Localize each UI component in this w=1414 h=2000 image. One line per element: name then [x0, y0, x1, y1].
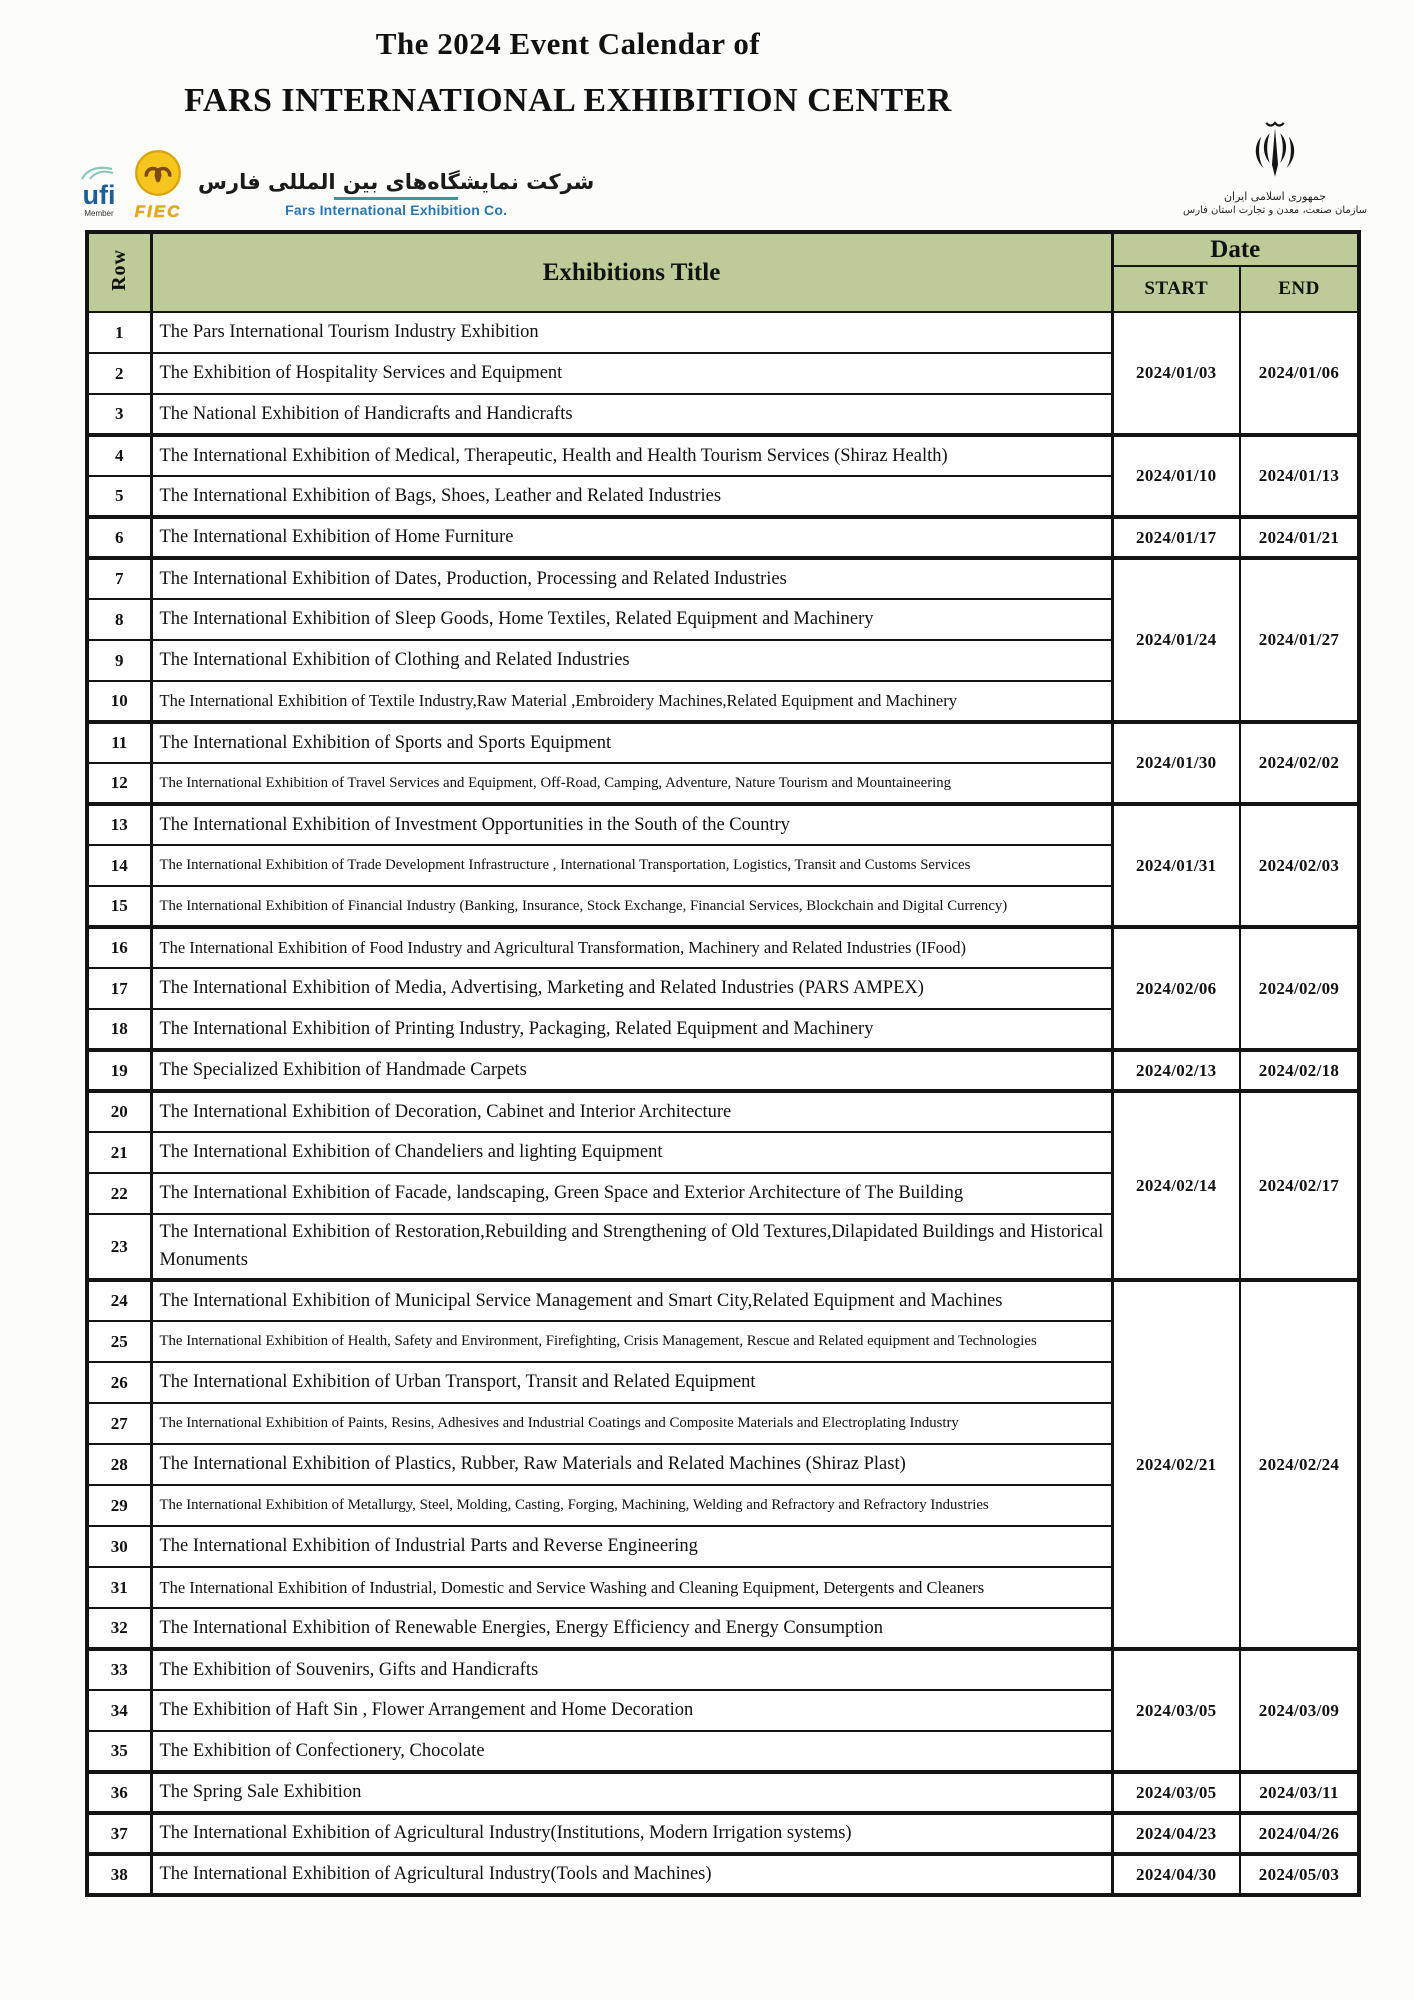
company-name-farsi: شرکت نمایشگاه‌های بین المللی فارس	[198, 170, 595, 194]
row-number-cell: 8	[87, 599, 151, 640]
row-number-cell: 11	[87, 722, 151, 763]
exhibition-title-cell: The International Exhibition of Trade Development Infrastructure , International Transportation, Logistics, Transit and Customs Services	[151, 845, 1112, 886]
row-number-cell: 13	[87, 804, 151, 845]
exhibition-title-cell: The International Exhibition of Printing Industry, Packaging, Related Equipment and Machinery	[151, 1009, 1112, 1050]
row-number-cell: 34	[87, 1690, 151, 1731]
start-date-cell: 2024/02/21	[1112, 1280, 1240, 1649]
exhibition-title-cell: The International Exhibition of Investment Opportunities in the South of the Country	[151, 804, 1112, 845]
row-number-cell: 7	[87, 558, 151, 599]
table-row	[87, 435, 1359, 476]
row-number-cell: 32	[87, 1608, 151, 1649]
row-number-cell: 10	[87, 681, 151, 722]
header-start: START	[1112, 266, 1240, 312]
exhibition-title-cell: The International Exhibition of Restoration,Rebuilding and Strengthening of Old Textures,Dilapidated Buildings and Historical Monuments	[151, 1214, 1112, 1280]
start-date-cell: 2024/01/31	[1112, 804, 1240, 927]
row-number-cell: 20	[87, 1091, 151, 1132]
row-number-cell: 27	[87, 1403, 151, 1444]
row-number-cell: 5	[87, 476, 151, 517]
row-number-cell: 6	[87, 517, 151, 558]
exhibition-title-cell: The International Exhibition of Industrial Parts and Reverse Engineering	[151, 1526, 1112, 1567]
table-row	[87, 1854, 1359, 1895]
start-date-cell: 2024/01/17	[1112, 517, 1240, 558]
row-number-cell: 30	[87, 1526, 151, 1567]
row-number-cell: 28	[87, 1444, 151, 1485]
exhibition-title-cell: The International Exhibition of Home Furniture	[151, 517, 1112, 558]
exhibition-title-cell: The International Exhibition of Medical, Therapeutic, Health and Health Tourism Services (Shiraz Health)	[151, 435, 1112, 476]
fiec-logo	[134, 149, 182, 220]
end-date-cell: 2024/02/17	[1240, 1091, 1359, 1280]
ufi-member-logo	[78, 165, 120, 220]
iran-emblem-icon	[1247, 169, 1303, 186]
exhibition-title-cell: The International Exhibition of Food Industry and Agricultural Transformation, Machinery and Related Industries (IFood)	[151, 927, 1112, 968]
table-row	[87, 558, 1359, 599]
row-number-cell: 19	[87, 1050, 151, 1091]
end-date-cell: 2024/01/27	[1240, 558, 1359, 722]
company-name-english: Fars International Exhibition Co.	[285, 202, 508, 218]
calendar-table-header	[87, 232, 1359, 312]
exhibition-title-cell: The International Exhibition of Clothing and Related Industries	[151, 640, 1112, 681]
table-row	[87, 312, 1359, 353]
start-date-cell: 2024/02/06	[1112, 927, 1240, 1050]
end-date-cell: 2024/02/18	[1240, 1050, 1359, 1091]
start-date-cell: 2024/02/13	[1112, 1050, 1240, 1091]
exhibition-title-cell: The Exhibition of Haft Sin , Flower Arrangement and Home Decoration	[151, 1690, 1112, 1731]
row-number-cell: 9	[87, 640, 151, 681]
row-number-cell: 38	[87, 1854, 151, 1895]
exhibition-title-cell: The International Exhibition of Metallurgy, Steel, Molding, Casting, Forging, Machining, Welding and Refractory and Refractory Industries	[151, 1485, 1112, 1526]
row-number-cell: 25	[87, 1321, 151, 1362]
row-number-cell: 14	[87, 845, 151, 886]
gov-farsi-line1: جمهوری اسلامی ایران	[1223, 190, 1327, 203]
table-row	[87, 1091, 1359, 1132]
row-number-cell: 31	[87, 1567, 151, 1608]
table-row	[87, 722, 1359, 763]
row-number-cell: 26	[87, 1362, 151, 1403]
end-date-cell: 2024/03/09	[1240, 1649, 1359, 1772]
table-row	[87, 804, 1359, 845]
row-number-cell: 17	[87, 968, 151, 1009]
exhibition-title-cell: The Pars International Tourism Industry Exhibition	[151, 312, 1112, 353]
table-row	[87, 1772, 1359, 1813]
header-row-col: Row	[87, 232, 151, 312]
teal-divider	[334, 197, 458, 200]
exhibition-title-cell: The Spring Sale Exhibition	[151, 1772, 1112, 1813]
calendar-table-body	[87, 312, 1359, 1895]
company-name-block	[198, 170, 594, 220]
table-row	[87, 1050, 1359, 1091]
exhibition-title-cell: The Specialized Exhibition of Handmade Carpets	[151, 1050, 1112, 1091]
table-row	[87, 1649, 1359, 1690]
exhibition-title-cell: The International Exhibition of Agricultural Industry(Institutions, Modern Irrigation systems)	[151, 1813, 1112, 1854]
exhibition-title-cell: The International Exhibition of Textile Industry,Raw Material ,Embroidery Machines,Related Equipment and Machinery	[151, 681, 1112, 722]
row-number-cell: 12	[87, 763, 151, 804]
end-date-cell: 2024/02/24	[1240, 1280, 1359, 1649]
start-date-cell: 2024/01/30	[1112, 722, 1240, 804]
row-number-cell: 18	[87, 1009, 151, 1050]
exhibition-title-cell: The International Exhibition of Facade, landscaping, Green Space and Exterior Architecture of The Building	[151, 1173, 1112, 1214]
end-date-cell: 2024/02/09	[1240, 927, 1359, 1050]
exhibition-title-cell: The International Exhibition of Plastics, Rubber, Raw Materials and Related Machines (Shiraz Plast)	[151, 1444, 1112, 1485]
header-end: END	[1240, 266, 1359, 312]
header-date: Date	[1112, 232, 1359, 266]
end-date-cell: 2024/03/11	[1240, 1772, 1359, 1813]
end-date-cell: 2024/02/03	[1240, 804, 1359, 927]
end-date-cell: 2024/05/03	[1240, 1854, 1359, 1895]
exhibition-title-cell: The Exhibition of Souvenirs, Gifts and Handicrafts	[151, 1649, 1112, 1690]
fiec-ram-icon	[134, 149, 182, 202]
end-date-cell: 2024/01/13	[1240, 435, 1359, 517]
row-number-cell: 15	[87, 886, 151, 927]
exhibition-title-cell: The International Exhibition of Bags, Shoes, Leather and Related Industries	[151, 476, 1112, 517]
start-date-cell: 2024/01/03	[1112, 312, 1240, 435]
row-number-cell: 2	[87, 353, 151, 394]
exhibition-title-cell: The Exhibition of Confectionery, Chocolate	[151, 1731, 1112, 1772]
exhibition-title-cell: The International Exhibition of Paints, Resins, Adhesives and Industrial Coatings and Composite Materials and Electroplating Industry	[151, 1403, 1112, 1444]
end-date-cell: 2024/02/02	[1240, 722, 1359, 804]
row-number-cell: 1	[87, 312, 151, 353]
exhibition-title-cell: The International Exhibition of Decoration, Cabinet and Interior Architecture	[151, 1091, 1112, 1132]
gov-farsi-line2: سازمان صنعت، معدن و تجارت استان فارس	[1182, 205, 1367, 216]
document-titles	[0, 0, 1136, 120]
start-date-cell: 2024/04/30	[1112, 1854, 1240, 1895]
table-row	[87, 1813, 1359, 1854]
exhibition-title-cell: The International Exhibition of Renewable Energies, Energy Efficiency and Energy Consumption	[151, 1608, 1112, 1649]
left-logo-cluster	[78, 128, 594, 220]
exhibition-title-cell: The International Exhibition of Dates, Production, Processing and Related Industries	[151, 558, 1112, 599]
end-date-cell: 2024/01/06	[1240, 312, 1359, 435]
header-exhibitions-title: Exhibitions Title	[151, 232, 1112, 312]
start-date-cell: 2024/01/24	[1112, 558, 1240, 722]
page-title-line2: FARS INTERNATIONAL EXHIBITION CENTER	[184, 82, 952, 119]
ufi-logo-text: ufi	[82, 180, 116, 211]
row-number-cell: 22	[87, 1173, 151, 1214]
exhibition-title-cell: The International Exhibition of Financial Industry (Banking, Insurance, Stock Exchange, Financial Services, Blockchain and Digital Currency)	[151, 886, 1112, 927]
start-date-cell: 2024/03/05	[1112, 1649, 1240, 1772]
row-number-cell: 16	[87, 927, 151, 968]
exhibition-title-cell: The International Exhibition of Agricultural Industry(Tools and Machines)	[151, 1854, 1112, 1895]
row-number-cell: 24	[87, 1280, 151, 1321]
row-number-cell: 21	[87, 1132, 151, 1173]
page-title-line1: The 2024 Event Calendar of	[375, 26, 761, 61]
row-number-cell: 3	[87, 394, 151, 435]
ufi-member-label: Member	[84, 209, 114, 218]
exhibition-title-cell: The International Exhibition of Media, Advertising, Marketing and Related Industries (PARS AMPEX)	[151, 968, 1112, 1009]
exhibition-title-cell: The Exhibition of Hospitality Services and Equipment	[151, 353, 1112, 394]
row-number-cell: 33	[87, 1649, 151, 1690]
fiec-logo-text: FIEC	[134, 202, 182, 221]
table-row	[87, 1280, 1359, 1321]
end-date-cell: 2024/04/26	[1240, 1813, 1359, 1854]
exhibition-title-cell: The International Exhibition of Sleep Goods, Home Textiles, Related Equipment and Machinery	[151, 599, 1112, 640]
calendar-table	[85, 230, 1361, 1897]
exhibition-title-cell: The International Exhibition of Municipal Service Management and Smart City,Related Equipment and Machines	[151, 1280, 1112, 1321]
exhibition-title-cell: The International Exhibition of Industrial, Domestic and Service Washing and Cleaning Equipment, Detergents and Cleaners	[151, 1567, 1112, 1608]
government-emblem-block	[1180, 116, 1370, 216]
start-date-cell: 2024/04/23	[1112, 1813, 1240, 1854]
start-date-cell: 2024/01/10	[1112, 435, 1240, 517]
exhibition-title-cell: The International Exhibition of Travel Services and Equipment, Off-Road, Camping, Adventure, Nature Tourism and Mountaineering	[151, 763, 1112, 804]
row-number-cell: 29	[87, 1485, 151, 1526]
end-date-cell: 2024/01/21	[1240, 517, 1359, 558]
exhibition-title-cell: The International Exhibition of Chandeliers and lighting Equipment	[151, 1132, 1112, 1173]
exhibition-title-cell: The International Exhibition of Sports and Sports Equipment	[151, 722, 1112, 763]
row-number-cell: 4	[87, 435, 151, 476]
row-number-cell: 35	[87, 1731, 151, 1772]
exhibition-title-cell: The International Exhibition of Urban Transport, Transit and Related Equipment	[151, 1362, 1112, 1403]
exhibition-title-cell: The International Exhibition of Health, Safety and Environment, Firefighting, Crisis Management, Rescue and Related equipment and Technologies	[151, 1321, 1112, 1362]
row-number-cell: 23	[87, 1214, 151, 1280]
exhibition-title-cell: The National Exhibition of Handicrafts and Handicrafts	[151, 394, 1112, 435]
start-date-cell: 2024/02/14	[1112, 1091, 1240, 1280]
row-number-cell: 36	[87, 1772, 151, 1813]
table-row	[87, 927, 1359, 968]
start-date-cell: 2024/03/05	[1112, 1772, 1240, 1813]
table-row	[87, 517, 1359, 558]
row-number-cell: 37	[87, 1813, 151, 1854]
